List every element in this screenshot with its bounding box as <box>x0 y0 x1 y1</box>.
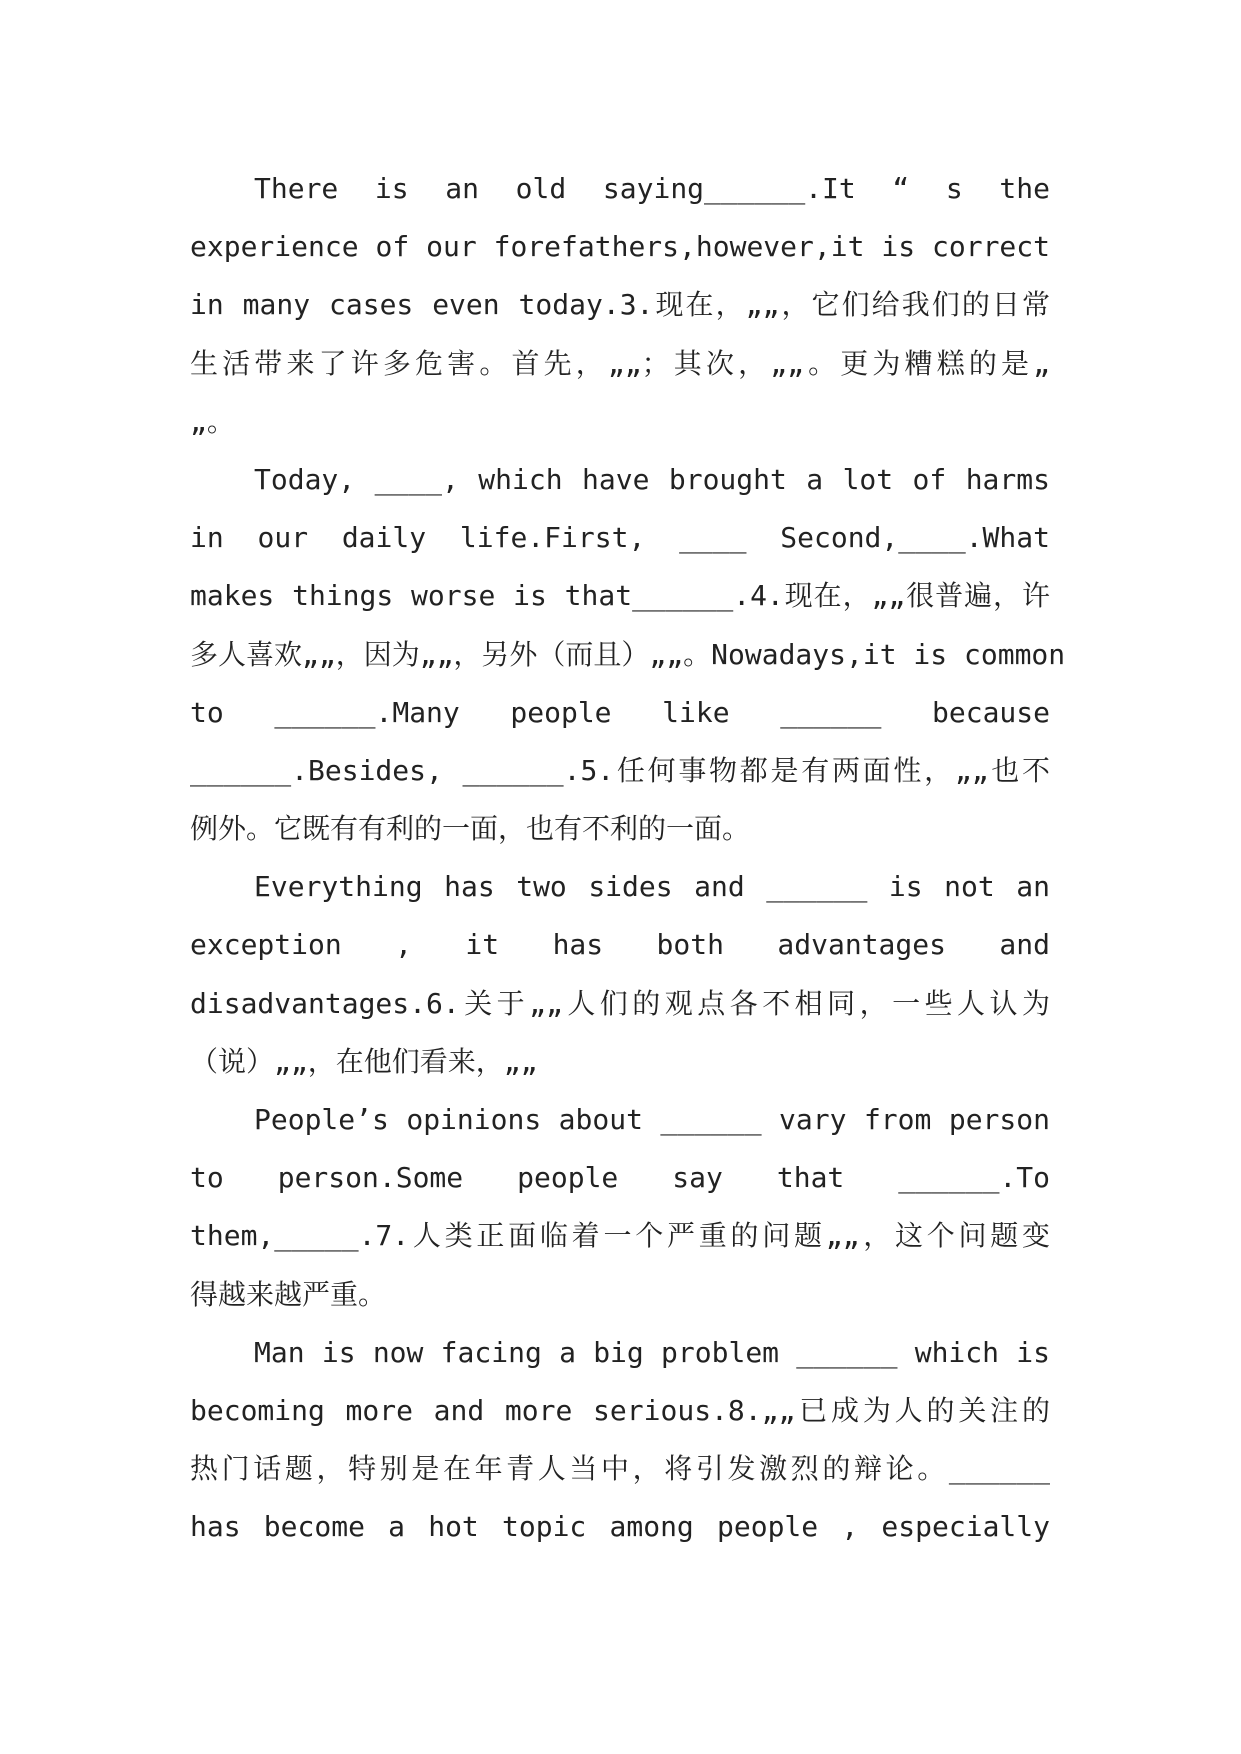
document-body <box>190 160 1066 1557</box>
text-line-23: 热门话题，特别是在年青人当中，将引发激烈的辩论。______ <box>190 1452 1050 1486</box>
text-line-17: People’s opinions about ______ vary from person <box>254 1103 1050 1136</box>
text-line-12: 例外。它既有有利的一面，也有不利的一面。 <box>190 812 751 846</box>
text-line-11: ______.Besides, ______.5.任何事物都是有两面性，„„也不 <box>190 753 1050 787</box>
text-line-22: becoming more and more serious.8.„„已成为人的关注的 <box>190 1393 1050 1427</box>
text-line-1: There is an old saying______.It “ s the <box>254 172 1050 205</box>
text-line-5: „。 <box>190 404 235 438</box>
text-line-2: experience of our forefathers,however,it is correct <box>190 230 1050 264</box>
text-line-15: disadvantages.6.关于„„人们的观点各不相同，一些人认为 <box>190 986 1050 1020</box>
text-line-6: Today, ____, which have brought a lot of harms <box>254 462 1050 496</box>
text-line-20: 得越来越严重。 <box>190 1277 387 1311</box>
text-line-14: exception , it has both advantages and <box>190 928 1050 962</box>
text-line-10: to ______.Many people like ______ because <box>190 695 1050 729</box>
text-line-7: in our daily life.First, ____ Second,____.What <box>190 521 1050 555</box>
text-line-18: to person.Some people say that ______.To <box>190 1161 1050 1195</box>
text-line-8: makes things worse is that______.4.现在，„„很普遍，许 <box>190 579 1050 613</box>
text-line-21: Man is now facing a big problem ______ which is <box>254 1335 1050 1369</box>
text-line-4: 生活带来了许多危害。首先，„„；其次，„„。更为糟糕的是„ <box>190 346 1050 380</box>
text-line-24: has become a hot topic among people , especially <box>190 1510 1050 1544</box>
text-line-19: them,_____.7.人类正面临着一个严重的问题„„，这个问题变 <box>190 1219 1050 1253</box>
text-line-9: 多人喜欢„„，因为„„，另外（而且）„„。Nowadays,it is common <box>190 637 1066 671</box>
text-line-3: in many cases even today.3.现在，„„，它们给我们的日常 <box>190 288 1050 322</box>
text-line-16: （说）„„，在他们看来，„„ <box>190 1044 538 1078</box>
text-line-13: Everything has two sides and ______ is not an <box>254 870 1050 904</box>
